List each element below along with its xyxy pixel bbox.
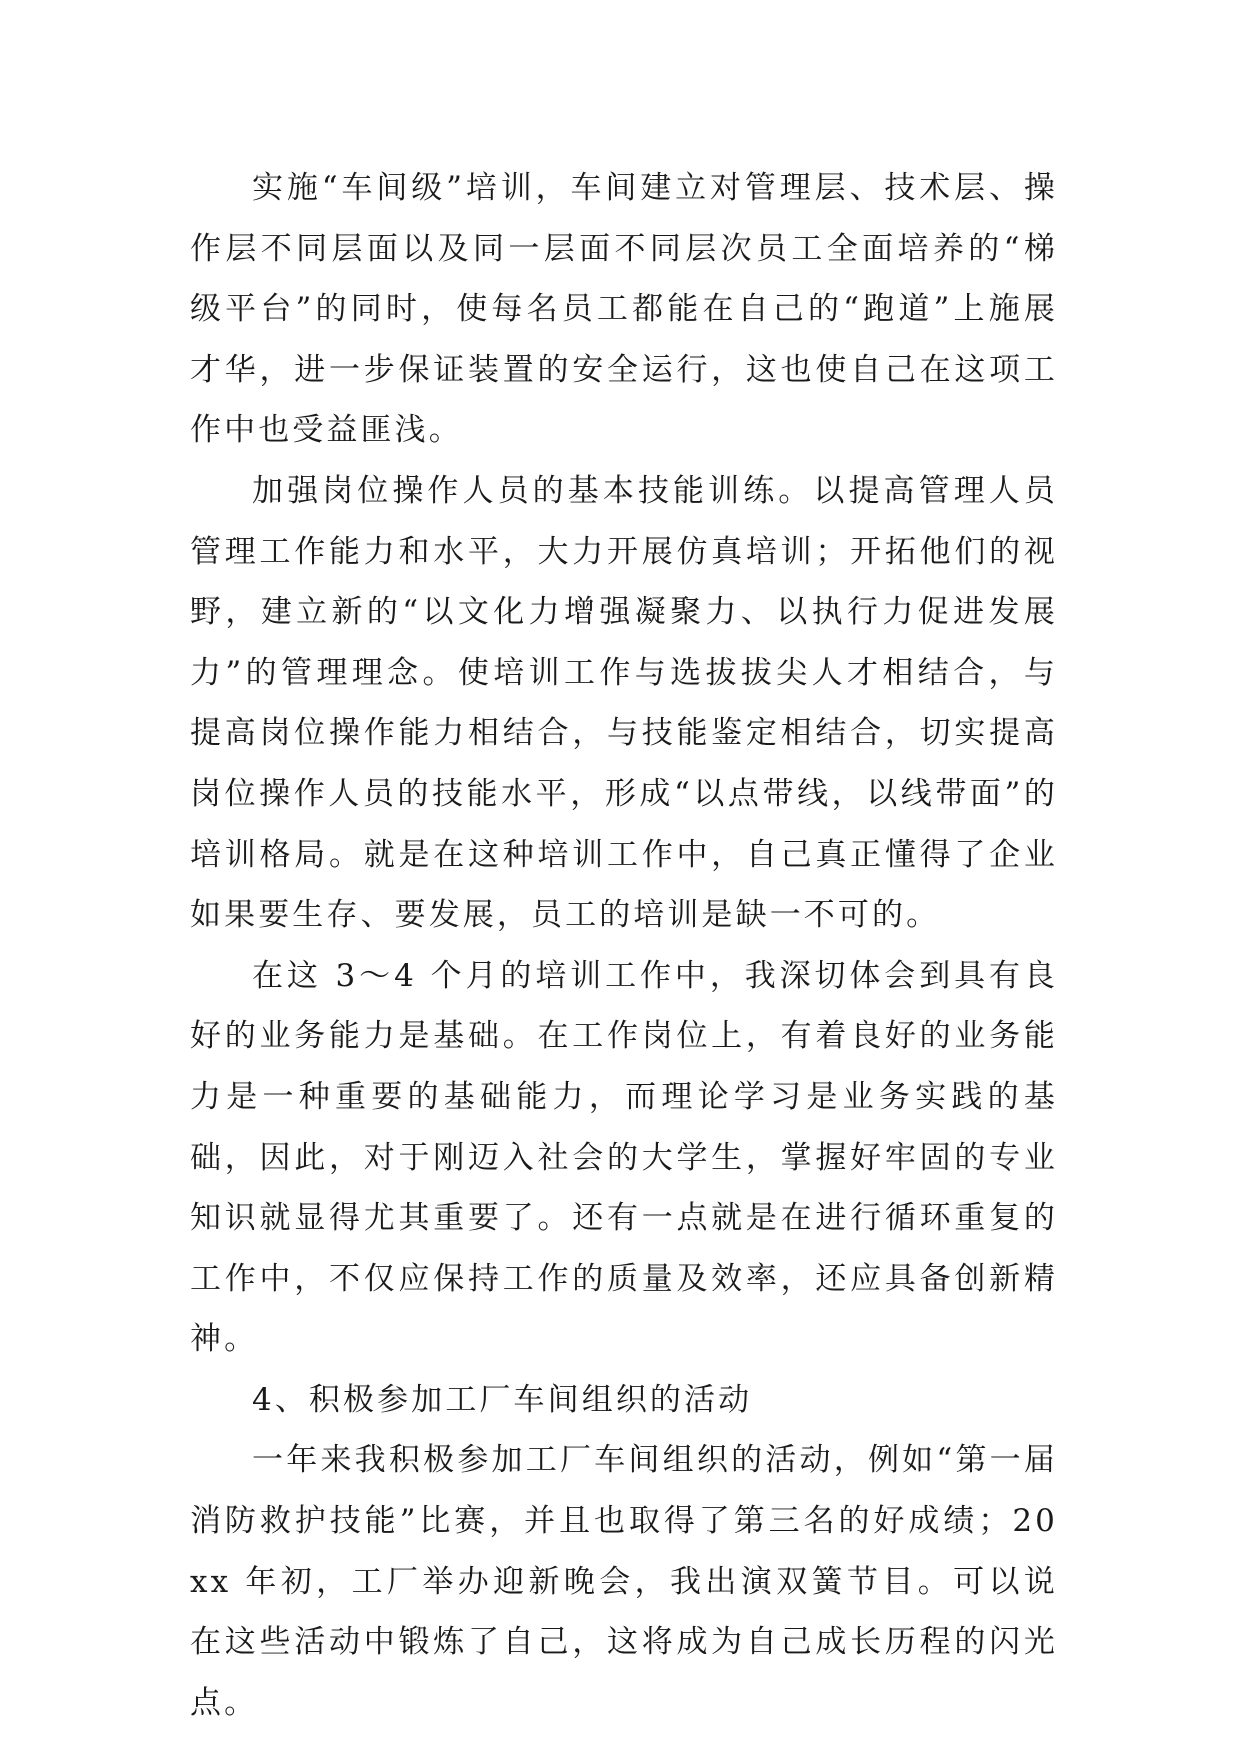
- paragraph-activities: 一年来我积极参加工厂车间组织的活动，例如“第一届消防救护技能”比赛，并且也取得了第三名的好成绩；20xx 年初，工厂举办迎新晚会，我出演双簧节目。可以说在这些活动中锻炼了自己，这将成为自己成长历程的闪光点。: [190, 1442, 1058, 1721]
- paragraph-workshop-training: 实施“车间级”培训，车间建立对管理层、技术层、操作层不同层面以及同一层面不同层次员工全面培养的“梯级平台”的同时，使每名员工都能在自己的“跑道”上施展才华，进一步保证装置的安全运行，这也使自己在这项工作中也受益匪浅。: [190, 170, 1058, 449]
- section-heading-activities: 4、积极参加工厂车间组织的活动: [252, 1381, 753, 1418]
- paragraph-business-ability: 在这 3～4 个月的培训工作中，我深切体会到具有良好的业务能力是基础。在工作岗位上，有着良好的业务能力是一种重要的基础能力，而理论学习是业务实践的基础，因此，对于刚迈入社会的大学生，掌握好牢固的专业知识就显得尤其重要了。还有一点就是在进行循环重复的工作中，不仅应保持工作的质量及效率，还应具备创新精神。: [190, 957, 1058, 1358]
- paragraph-skill-training: 加强岗位操作人员的基本技能训练。以提高管理人员管理工作能力和水平，大力开展仿真培训；开拓他们的视野，建立新的“以文化力增强凝聚力、以执行力促进发展力”的管理理念。使培训工作与选拔拔尖人才相结合，与提高岗位操作能力相结合，与技能鉴定相结合，切实提高岗位操作人员的技能水平，形成“以点带线，以线带面”的培训格局。就是在这种培训工作中，自己真正懂得了企业如果要生存、要发展，员工的培训是缺一不可的。: [190, 472, 1058, 934]
- document-body: [190, 158, 1058, 1733]
